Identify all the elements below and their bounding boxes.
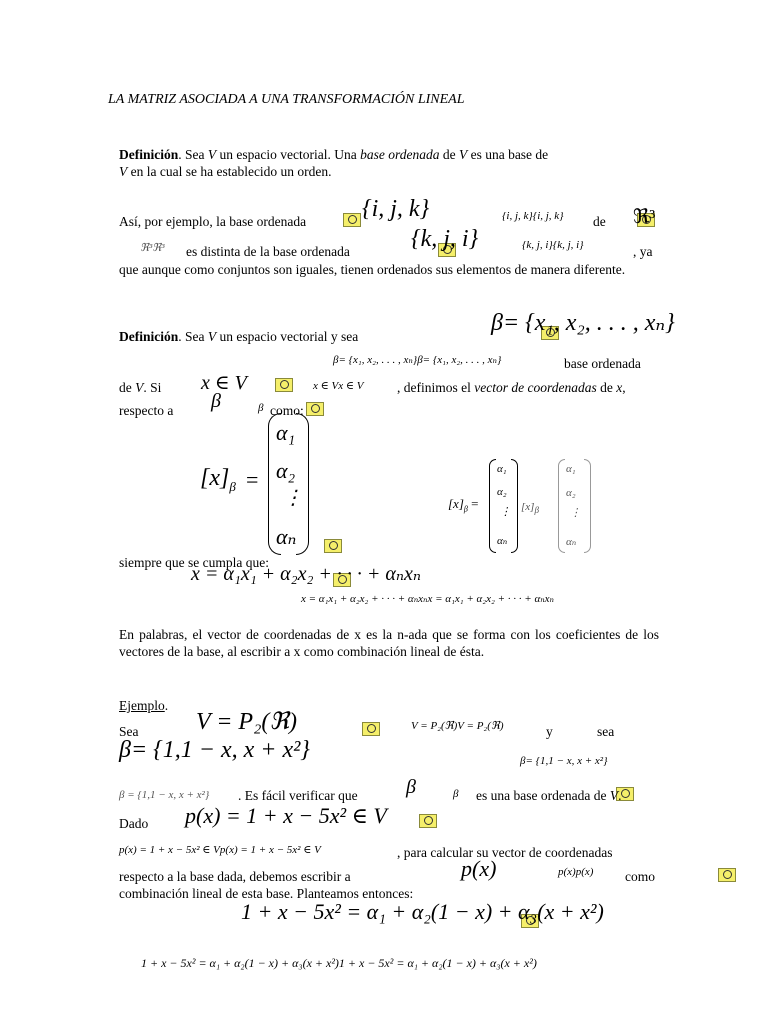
beta-subscript: β xyxy=(463,504,468,514)
beta-subscript: β xyxy=(229,478,236,494)
text: de xyxy=(119,380,136,395)
r3-symbol: ℜ³ xyxy=(633,206,656,228)
matrix-entry: αₙ xyxy=(276,524,297,549)
text-respecto-a: respecto a xyxy=(119,403,174,418)
x-bracket: [x] xyxy=(200,465,230,491)
equation-px-preview: p(x)p(x) xyxy=(558,866,594,878)
vector-coordenadas-term: vector de coordenadas xyxy=(474,380,597,395)
grey-left-paren xyxy=(558,459,565,553)
text-y: y xyxy=(546,724,553,739)
base-ordenada-term: base ordenada xyxy=(360,147,440,162)
small-left-paren xyxy=(489,459,496,553)
equation-x-in-v: x ∈ V xyxy=(201,372,247,394)
x-symbol: x xyxy=(616,380,623,395)
equation-beta-example: β= {1,1 − x, x + x²} xyxy=(119,737,310,763)
equation-object-icon xyxy=(343,213,361,227)
equation-linear-combination: x = α₁x₁ + α₂x₂ + · · · + αₙxₙ xyxy=(191,563,422,585)
text-para-calcular: , para calcular su vector de coordenadas xyxy=(397,845,613,860)
x-bracket: [x] xyxy=(521,501,535,513)
beta-preview: β xyxy=(258,402,264,414)
equals-sign: = xyxy=(246,467,259,492)
text: Así, por ejemplo, la base ordenada xyxy=(119,214,307,229)
text-es-distinta: es distinta de la base ordenada xyxy=(186,244,350,259)
equation-v-p2-preview: V = P₂(ℜ)V = P₂(ℜ) xyxy=(411,720,504,732)
equation-object-icon xyxy=(324,539,342,553)
text: . Si xyxy=(143,380,162,395)
text-base-ordenada: base ordenada xyxy=(564,356,641,371)
text-ya: , ya xyxy=(633,244,653,259)
example-heading xyxy=(119,697,168,714)
text-como: como: xyxy=(270,403,304,418)
text-sea: Sea xyxy=(119,724,139,739)
equation-beta-preview: β= {x₁, x₂, . . . , xₙ}β= {x₁, x₂, . . . , xₙ} xyxy=(333,354,502,366)
matrix-entry: α₁ xyxy=(276,420,296,445)
page-title: LA MATRIZ ASOCIADA A UNA TRANSFORMACIÓN LINEAL xyxy=(108,92,465,107)
coordinate-vector-lhs xyxy=(200,465,236,495)
beta-subscript: β xyxy=(534,505,540,516)
definition-1-line-2 xyxy=(119,163,332,180)
equation-beta-example-preview: β= {1,1 − x, x + x²} xyxy=(520,755,608,767)
text: , definimos el xyxy=(397,380,475,395)
text: . xyxy=(618,788,622,803)
equation-p-of-x-preview: p(x) = 1 + x − 5x² ∈ Vp(x) = 1 + x − 5x² ∈ V xyxy=(119,844,321,856)
definition-2-line-1 xyxy=(119,328,358,345)
text: de xyxy=(596,380,617,395)
small-matrix-entry: α₂ xyxy=(497,486,507,498)
beta-symbol: β xyxy=(211,390,221,412)
grey-matrix-lhs xyxy=(521,501,539,515)
text: en la cual se ha establecido un orden. xyxy=(127,164,332,179)
text-combinacion: combinación lineal de esta base. Planteamos entonces: xyxy=(119,886,414,901)
definition-2-line-3b: , definimos el vector de coordenadas de x, xyxy=(397,380,626,395)
grey-matrix-entry: α₂ xyxy=(566,487,576,499)
right-paren xyxy=(296,413,309,555)
definition-2-line-3 xyxy=(119,379,161,396)
small-right-paren xyxy=(511,459,518,553)
equation-object-icon xyxy=(419,814,437,828)
grey-matrix-entry: αₙ xyxy=(566,536,577,548)
small-matrix-entry: αₙ xyxy=(497,535,508,547)
beta-symbol: β xyxy=(406,776,416,798)
text-respecto-base: respecto a la base dada, debemos escribir a xyxy=(119,869,351,884)
text: un espacio vectorial y sea xyxy=(216,329,359,344)
equation-object-icon xyxy=(718,868,736,882)
equation-ijk: {i, j, k} xyxy=(362,196,430,222)
text-siempre: siempre que se cumpla que: xyxy=(119,555,269,570)
equation-linear-combination-preview: x = α₁x₁ + α₂x₂ + · · · + αₙxₙx = α₁x₁ + α₂x₂ + · · · + αₙxₙ xyxy=(301,593,555,605)
definition-1-line-1 xyxy=(119,146,548,163)
v-symbol: V xyxy=(135,380,144,395)
v-symbol: V xyxy=(207,147,217,162)
example-1-line-2: que aunque como conjuntos son iguales, tienen ordenados sus elementos de manera diferente. xyxy=(119,262,626,277)
ejemplo-label: Ejemplo xyxy=(119,698,165,713)
v-symbol: V xyxy=(609,788,619,803)
text: de xyxy=(439,147,459,162)
grey-matrix-entry: ⋮ xyxy=(570,507,581,519)
equation-object-icon xyxy=(275,378,293,392)
v-symbol: V xyxy=(119,164,128,179)
beta-preview: β xyxy=(453,788,459,800)
equation-object-icon xyxy=(362,722,380,736)
equation-beta-example-preview-2: β = {1,1 − x, x + x²} xyxy=(119,789,210,801)
matrix-entry: ⋮ xyxy=(283,487,303,509)
equation-ijk-preview: {i, j, k}{i, j, k} xyxy=(502,210,564,222)
grey-right-paren xyxy=(584,459,591,553)
text: es una base ordenada de xyxy=(476,788,610,803)
text-dado: Dado xyxy=(119,816,149,831)
example-1-line-1 xyxy=(119,213,306,230)
equation-beta-basis: β= {x₁, x₂, . . . , xₙ} xyxy=(491,310,675,336)
v-symbol: V xyxy=(458,147,468,162)
r3-preview: ℜ³ℜ³ xyxy=(140,242,165,254)
equation-px: p(x) xyxy=(461,856,497,881)
text: . Sea xyxy=(178,147,208,162)
small-coordinate-vector-lhs: $[x]_\beta$ = xyxy=(448,496,479,514)
matrix-entry: α₂ xyxy=(276,458,296,483)
text: es una base de xyxy=(467,147,549,162)
equation-final: 1 + x − 5x² = α₁ + α₂(1 − x) + α₃(x + x²) xyxy=(241,899,604,924)
equation-kji-preview: {k, j, i}{k, j, i} xyxy=(522,239,584,251)
text-es-base xyxy=(476,787,621,804)
small-matrix-entry: ⋮ xyxy=(500,506,511,518)
equation-v-p2: V = P₂(ℜ) xyxy=(196,709,297,735)
definition-label: Definición xyxy=(119,147,179,162)
paragraph-en-palabras: En palabras, el vector de coordenadas de x es la n-ada que se forma con los coeficientes de los vectores de la base, al escribir a x como combinación lineal de ésta. xyxy=(119,627,659,659)
text-de: de xyxy=(593,214,606,229)
grey-matrix-entry: α₁ xyxy=(566,463,576,475)
text: un espacio vectorial. Una xyxy=(216,147,361,162)
text-como: como xyxy=(625,869,655,884)
text: . xyxy=(164,698,169,713)
equation-object-icon xyxy=(306,402,324,416)
equation-x-in-v-preview: x ∈ Vx ∈ V xyxy=(313,380,364,392)
text-es-facil: . Es fácil verificar que xyxy=(238,788,358,803)
text: . Sea xyxy=(178,329,208,344)
text-sea-2: sea xyxy=(597,724,615,739)
equation-p-of-x: p(x) = 1 + x − 5x² ∈ V xyxy=(185,803,387,828)
v-symbol: V xyxy=(207,329,217,344)
definition-label: Definición xyxy=(119,329,179,344)
equation-final-preview: 1 + x − 5x² = α₁ + α₂(1 − x) + α₃(x + x²)1 + x − 5x² = α₁ + α₂(1 − x) + α₃(x + x²) xyxy=(141,956,537,970)
small-matrix-entry: α₁ xyxy=(497,463,507,475)
equation-kji: {k, j, i} xyxy=(411,226,479,252)
x-bracket: [x] xyxy=(448,496,464,511)
